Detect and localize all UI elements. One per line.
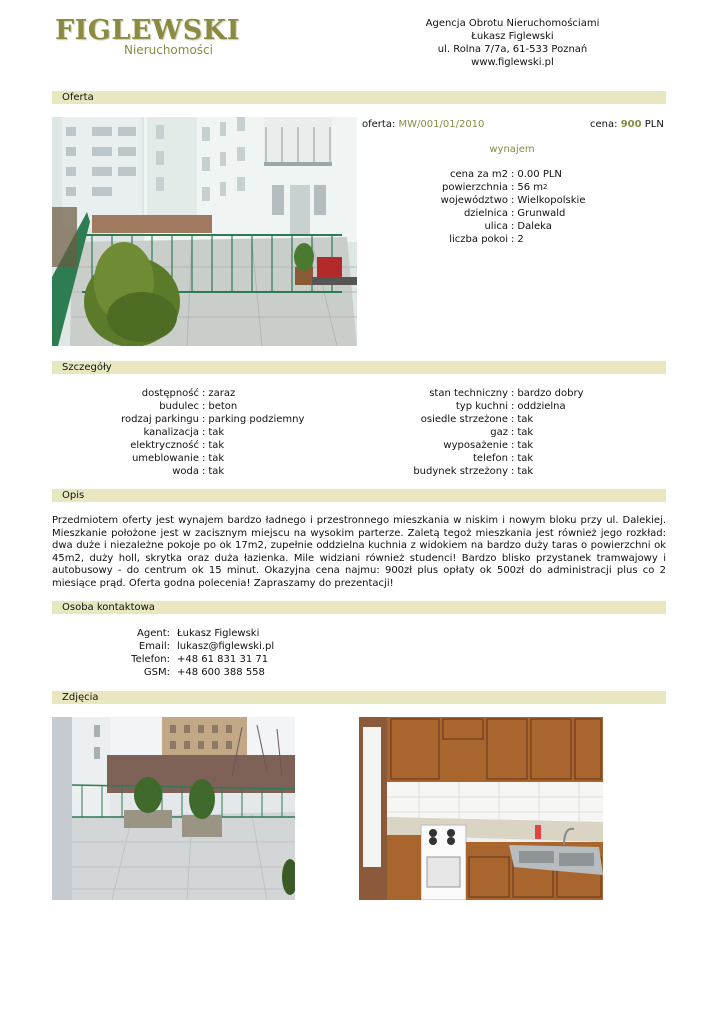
detail-value: tak xyxy=(208,466,225,477)
field-value: Grunwald xyxy=(517,208,566,219)
detail-value: tak xyxy=(208,440,225,451)
field-label: województwo xyxy=(440,195,508,206)
field-value: 56 m xyxy=(517,182,544,193)
terrace-building-photo xyxy=(52,117,357,346)
field-value: Daleka xyxy=(517,221,552,232)
detail-label: elektryczność xyxy=(130,440,199,451)
section-bar-contact xyxy=(52,601,666,614)
detail-value: zaraz xyxy=(208,388,236,399)
field-label: powierzchnia xyxy=(441,182,508,193)
detail-label: gaz xyxy=(490,427,508,438)
field-label: liczba pokoi xyxy=(449,234,508,245)
contact-row-agent xyxy=(52,627,274,640)
logo-subtitle: Nieruchomości xyxy=(124,43,213,57)
detail-value: tak xyxy=(517,414,534,425)
detail-label: rodzaj parkingu xyxy=(121,414,199,425)
detail-label: budulec xyxy=(159,401,199,412)
contact-row-gsm xyxy=(52,666,274,679)
contact-row-email xyxy=(52,640,274,653)
detail-value: tak xyxy=(208,453,225,464)
field-row: ulica : Daleka xyxy=(362,220,585,233)
detail-label: telefon xyxy=(473,453,508,464)
detail-value: bardzo dobry xyxy=(517,388,584,399)
section-bar-offer xyxy=(52,91,666,104)
detail-value: tak xyxy=(517,440,534,451)
offer-number xyxy=(362,118,484,131)
description-text: Przedmiotem oferty jest wynajem bardzo ładnego i przestronnego mieszkania w niskim i nowym bloku przy ul. Dalekiej. Mieszkanie położone jest w zacisznym miejscu na wysokim parterze. Zaletą tegoż mieszkania jest również jego rozkład: dwa duże i niezależne pokoje po ok 17m2, zupełnie oddzielna kuchnia z widokiem na bardzo duży taras o powierzchni ok 45m2, duży holl, skrytka oraz duża łazienka. Mile widziani również studenci! Bardzo blisko przystanek tramwajowy i autobusowy - do centrum ok 15 minut. Okazyjna cena najmu: 900zł plus opłaty ok 500zł do administracji plus co 2 miesiące prąd. Oferta godna polecenia! Zapraszamy do prezentacji! xyxy=(52,515,666,589)
contact-row-phone xyxy=(52,653,274,666)
detail-value: parking podziemny xyxy=(208,414,305,425)
detail-row: gaz : tak xyxy=(362,426,584,439)
contact-info xyxy=(52,627,274,679)
contact-value: Łukasz Figlewski xyxy=(177,628,260,639)
detail-row: woda : tak xyxy=(52,465,304,478)
detail-row: stan techniczny : bardzo dobry xyxy=(362,387,584,400)
section-title: Szczegóły xyxy=(62,362,112,373)
field-row: powierzchnia : 56 m 2 xyxy=(362,181,585,194)
detail-row: elektryczność : tak xyxy=(52,439,304,452)
detail-label: wyposażenie xyxy=(443,440,508,451)
offer-fields xyxy=(362,168,585,246)
section-title: Osoba kontaktowa xyxy=(62,602,155,613)
field-unit-sup: 2 xyxy=(543,183,548,191)
agency-address xyxy=(400,17,625,69)
field-label: cena za m2 xyxy=(450,169,508,180)
gallery-photo-kitchen[interactable] xyxy=(359,717,603,900)
detail-row: wyposażenie : tak xyxy=(362,439,584,452)
contact-value: +48 600 388 558 xyxy=(177,667,265,678)
field-row: województwo : Wielkopolskie xyxy=(362,194,585,207)
contact-value: +48 61 831 31 71 xyxy=(177,654,269,665)
detail-value: tak xyxy=(517,427,534,438)
detail-label: osiedle strzeżone xyxy=(420,414,508,425)
section-bar-details xyxy=(52,361,666,374)
agency-owner: Łukasz Figlewski xyxy=(471,31,554,42)
logo-title: FIGLEWSKI xyxy=(55,15,240,46)
section-title: Oferta xyxy=(62,92,94,103)
contact-label: Agent: xyxy=(137,628,170,639)
detail-value: oddzielna xyxy=(517,401,566,412)
field-row: dzielnica : Grunwald xyxy=(362,207,585,220)
offer-type: wynajem xyxy=(489,144,535,155)
detail-row: budynek strzeżony : tak xyxy=(362,465,584,478)
main-photo[interactable] xyxy=(52,117,357,346)
price-currency: PLN xyxy=(644,119,664,130)
contact-email-link[interactable]: lukasz@figlewski.pl xyxy=(177,641,275,652)
section-bar-description xyxy=(52,489,666,502)
gallery-photo-terrace[interactable] xyxy=(52,717,295,900)
detail-label: woda xyxy=(172,466,199,477)
terrace-photo xyxy=(52,717,295,900)
detail-label: kanalizacja xyxy=(143,427,199,438)
detail-label: typ kuchni xyxy=(455,401,508,412)
field-value: Wielkopolskie xyxy=(517,195,586,206)
price-value: 900 xyxy=(620,119,642,130)
detail-label: umeblowanie xyxy=(131,453,199,464)
detail-value: tak xyxy=(517,466,534,477)
field-value: 0.00 PLN xyxy=(517,169,562,180)
contact-label: Telefon: xyxy=(131,654,170,665)
agency-website[interactable]: www.figlewski.pl xyxy=(471,57,554,68)
details-right xyxy=(362,387,584,478)
contact-label: Email: xyxy=(138,641,170,652)
field-row: cena za m2 : 0.00 PLN xyxy=(362,168,585,181)
agency-name: Agencja Obrotu Nieruchomościami xyxy=(425,18,600,29)
field-row: liczba pokoi : 2 xyxy=(362,233,585,246)
detail-value: tak xyxy=(208,427,225,438)
detail-row: typ kuchni : oddzielna xyxy=(362,400,584,413)
kitchen-photo xyxy=(359,717,603,900)
detail-row: umeblowanie : tak xyxy=(52,452,304,465)
detail-value: beton xyxy=(208,401,238,412)
detail-row: telefon : tak xyxy=(362,452,584,465)
contact-label: GSM: xyxy=(143,667,170,678)
section-title: Zdjęcia xyxy=(62,692,99,703)
details-left xyxy=(52,387,304,478)
detail-label: budynek strzeżony xyxy=(413,466,508,477)
field-label: dzielnica xyxy=(463,208,508,219)
detail-row: dostępność : zaraz xyxy=(52,387,304,400)
section-title: Opis xyxy=(62,490,85,501)
detail-row: budulec : beton xyxy=(52,400,304,413)
detail-row: kanalizacja : tak xyxy=(52,426,304,439)
section-bar-photos xyxy=(52,691,666,704)
detail-row: rodzaj parkingu : parking podziemny xyxy=(52,413,304,426)
field-label: ulica xyxy=(484,221,508,232)
detail-value: tak xyxy=(517,453,534,464)
agency-street: ul. Rolna 7/7a, 61-533 Poznań xyxy=(437,44,588,55)
detail-row: osiedle strzeżone : tak xyxy=(362,413,584,426)
detail-label: dostępność xyxy=(141,388,199,399)
price-label: cena: xyxy=(590,119,618,130)
field-value: 2 xyxy=(517,234,524,245)
offer-number-label: oferta: xyxy=(362,119,396,130)
detail-label: stan techniczny xyxy=(429,388,508,399)
offer-price xyxy=(590,118,664,131)
offer-number-value: MW/001/01/2010 xyxy=(398,119,485,130)
